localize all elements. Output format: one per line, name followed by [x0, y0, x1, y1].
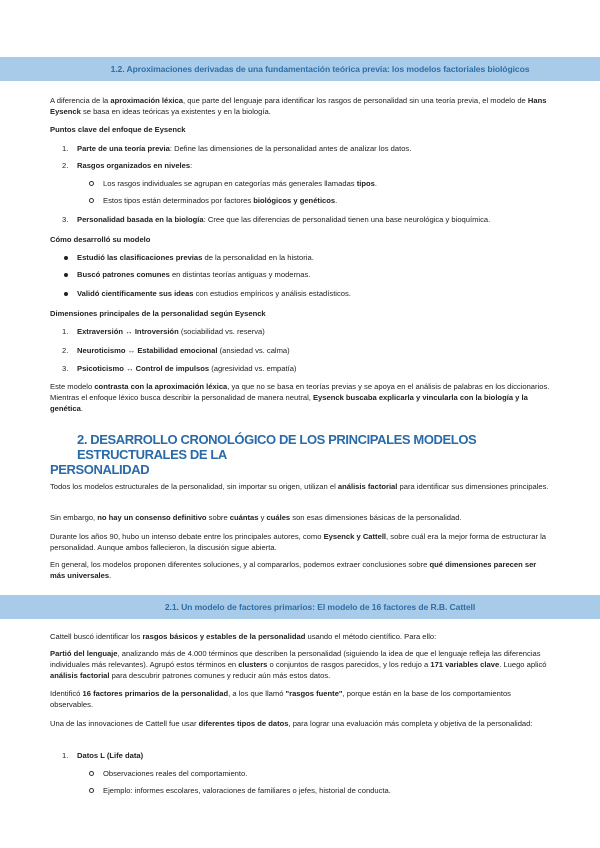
list-number: 3.: [62, 215, 69, 224]
paragraph: Durante los años 90, hubo un intenso debate entre los principales autores, como Eysenck y Cattell, sobre cuál era la mejor forma de estructurar la personalidad. Aunque ambos fallecieron, la discusión sigue abierta.: [50, 532, 547, 552]
bullet: [64, 292, 68, 296]
puntos-heading: Puntos clave del enfoque de Eysenck: [50, 125, 186, 134]
list-number: 1.: [62, 327, 69, 336]
sub-list-item: Los rasgos individuales se agrupan en categorías más generales llamadas tipos.: [103, 179, 377, 188]
section-banner-1-2: [0, 57, 600, 81]
list-item: Datos L (Life data): [77, 751, 144, 760]
list-item: Neuroticismo ↔ Estabilidad emocional (ansiedad vs. calma): [77, 346, 290, 355]
sub-bullet: [89, 788, 94, 793]
section-title-1-2: 1.2. Aproximaciones derivadas de una fundamentación teórica previa: los modelos factoriales biológicos: [110, 64, 530, 74]
list-item: Validó científicamente sus ideas con estudios empíricos y análisis estadísticos.: [77, 289, 351, 298]
list-number: 1.: [62, 144, 69, 153]
bullet: [64, 256, 68, 260]
list-item: Estudió las clasificaciones previas de la personalidad en la historia.: [77, 253, 314, 262]
sub-list-item: Ejemplo: informes escolares, valoraciones de familiares o jefes, historial de conducta.: [103, 786, 391, 795]
paragraph: En general, los modelos proponen diferentes soluciones, y al compararlos, podemos extraer conclusiones sobre qué dimensiones parecen ser más universales.: [50, 560, 537, 580]
section-banner-2-1: [0, 595, 600, 619]
paragraph: Identificó 16 factores primarios de la personalidad, a los que llamó "rasgos fuente", porque están en la base de los comportamientos observables.: [50, 689, 511, 709]
list-item: Buscó patrones comunes en distintas teorías antiguas y modernas.: [77, 270, 311, 279]
list-item: Psicoticismo ↔ Control de impulsos (agresividad vs. empatía): [77, 364, 297, 373]
list-item: Personalidad basada en la biología: Cree que las diferencias de personalidad tienen una base neurológica y bioquímica.: [77, 215, 491, 224]
list-item: Rasgos organizados en niveles:: [77, 161, 193, 170]
sub-list-item: Estos tipos están determinados por factores biológicos y genéticos.: [103, 196, 338, 205]
conclusion-paragraph: Este modelo contrasta con la aproximación léxica, ya que no se basa en teorías previas y se apoya en el análisis de palabras en los diccionarios. Mientras el enfoque léxico busca describir la personalidad de manera neutral, Eysenck buscaba explicarla y vincularla con la biología y la genética.: [50, 382, 550, 413]
section-2-heading: 2. DESARROLLO CRONOLÓGICO DE LOS PRINCIPALES MODELOS ESTRUCTURALES DE LA PERSONALIDAD: [50, 432, 477, 477]
paragraph: Todos los modelos estructurales de la personalidad, sin importar su origen, utilizan el análisis factorial para identificar sus dimensiones principales.: [50, 482, 549, 491]
sub-list-item: Observaciones reales del comportamiento.: [103, 769, 248, 778]
list-item: Parte de una teoría previa: Define las dimensiones de la personalidad antes de analizar los datos.: [77, 144, 412, 153]
sub-bullet: [89, 181, 94, 186]
dimensiones-heading: Dimensiones principales de la personalidad según Eysenck: [50, 309, 266, 318]
paragraph: Sin embargo, no hay un consenso definitivo sobre cuántas y cuáles son esas dimensiones básicas de la personalidad.: [50, 513, 462, 522]
section-title-2-1: 2.1. Un modelo de factores primarios: El modelo de 16 factores de R.B. Cattell: [164, 602, 476, 612]
como-heading: Cómo desarrolló su modelo: [50, 235, 151, 244]
paragraph: Cattell buscó identificar los rasgos básicos y estables de la personalidad usando el método científico. Para ello:: [50, 632, 437, 641]
list-item: Extraversión ↔ Introversión (sociabilidad vs. reserva): [77, 327, 265, 336]
intro-paragraph: A diferencia de la aproximación léxica, que parte del lenguaje para identificar los rasgos de personalidad sin una teoría previa, el modelo de Hans Eysenck se basa en ideas teóricas ya existentes y en la biología.: [50, 96, 547, 116]
list-number: 2.: [62, 161, 69, 170]
sub-bullet: [89, 198, 94, 203]
bullet: [64, 273, 68, 277]
paragraph: Una de las innovaciones de Cattell fue usar diferentes tipos de datos, para lograr una evaluación más completa y objetiva de la personalidad:: [50, 719, 533, 728]
list-number: 3.: [62, 364, 69, 373]
paragraph: Partió del lenguaje, analizando más de 4.000 términos que describen la personalidad (siguiendo la idea de que el lenguaje refleja las diferencias individuales más relevantes). Agrupó estos términos en clusters o conjuntos de rasgos parecidos, y los redujo a 171 variables clave. Luego aplicó análisis factorial para descubrir patrones comunes y reducir aún más estos datos.: [50, 649, 547, 680]
sub-bullet: [89, 771, 94, 776]
list-number: 2.: [62, 346, 69, 355]
list-number: 1.: [62, 751, 69, 760]
